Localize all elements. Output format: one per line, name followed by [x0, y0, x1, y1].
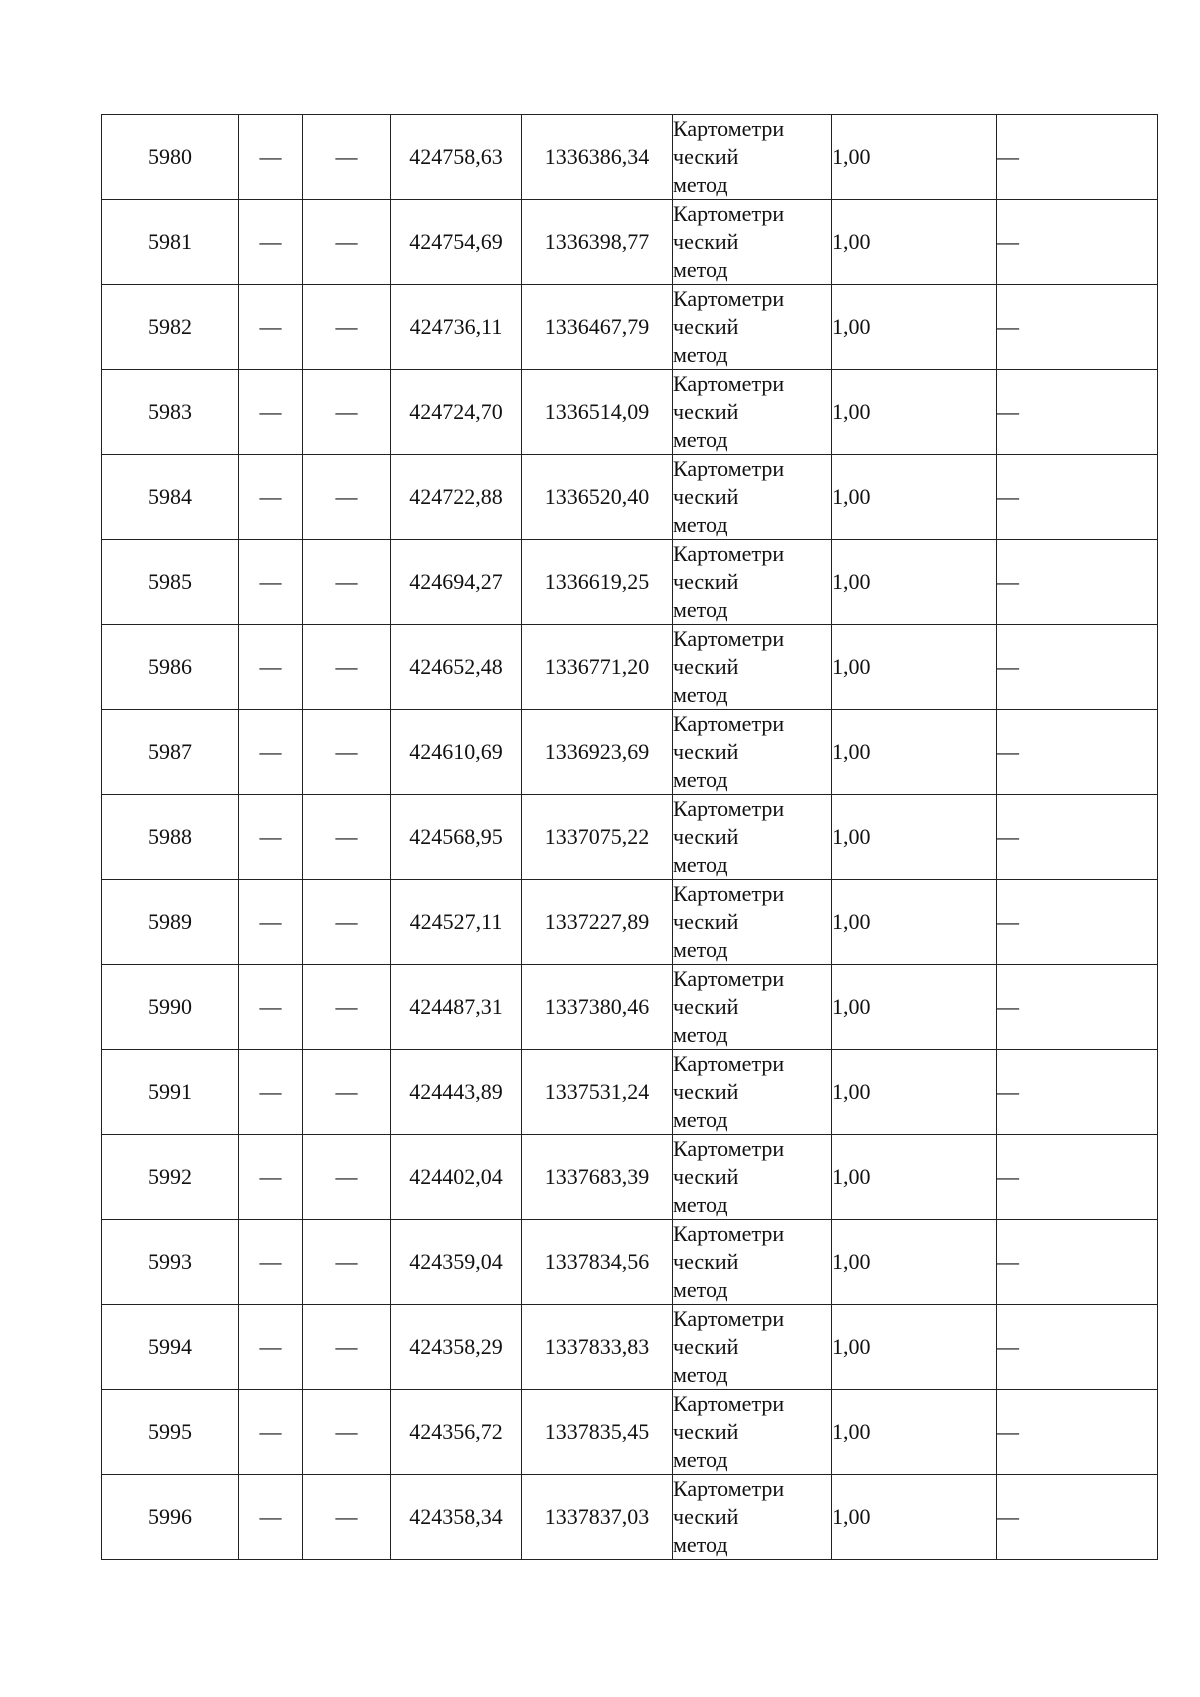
- x-coordinate: 424758,63: [391, 115, 522, 200]
- method-line: метод: [673, 937, 728, 962]
- x-coordinate: 424359,04: [391, 1220, 522, 1305]
- old-x-cell: —: [239, 370, 303, 455]
- old-y-cell: —: [303, 1390, 391, 1475]
- description-cell: —: [997, 965, 1158, 1050]
- precision-cell: 1,00: [832, 1050, 997, 1135]
- method-cell: [673, 880, 832, 965]
- method-cell: [673, 1390, 832, 1475]
- method-line: метод: [673, 1107, 728, 1132]
- old-x-cell: —: [239, 1475, 303, 1560]
- description-cell: —: [997, 1475, 1158, 1560]
- table-row: [102, 115, 1158, 200]
- method-line: ческий: [673, 654, 739, 679]
- old-x-cell: —: [239, 1220, 303, 1305]
- method-line: Картометри: [673, 1476, 785, 1501]
- x-coordinate: 424736,11: [391, 285, 522, 370]
- y-coordinate: 1337075,22: [522, 795, 673, 880]
- y-coordinate: 1337683,39: [522, 1135, 673, 1220]
- method-line: Картометри: [673, 456, 785, 481]
- y-coordinate: 1336923,69: [522, 710, 673, 795]
- old-x-cell: —: [239, 795, 303, 880]
- point-number: 5983: [102, 370, 239, 455]
- old-x-cell: —: [239, 1305, 303, 1390]
- method-line: Картометри: [673, 881, 785, 906]
- method-line: метод: [673, 1192, 728, 1217]
- table-body: [102, 115, 1158, 1560]
- y-coordinate: 1337227,89: [522, 880, 673, 965]
- method-line: Картометри: [673, 796, 785, 821]
- old-x-cell: —: [239, 880, 303, 965]
- method-line: ческий: [673, 484, 739, 509]
- point-number: 5991: [102, 1050, 239, 1135]
- method-line: ческий: [673, 1419, 739, 1444]
- point-number: 5988: [102, 795, 239, 880]
- method-line: метод: [673, 1362, 728, 1387]
- point-number: 5984: [102, 455, 239, 540]
- table-row: [102, 370, 1158, 455]
- x-coordinate: 424527,11: [391, 880, 522, 965]
- method-line: ческий: [673, 739, 739, 764]
- table-row: [102, 1390, 1158, 1475]
- old-x-cell: —: [239, 1050, 303, 1135]
- y-coordinate: 1336619,25: [522, 540, 673, 625]
- precision-cell: 1,00: [832, 200, 997, 285]
- description-cell: —: [997, 370, 1158, 455]
- method-line: метод: [673, 172, 728, 197]
- old-y-cell: —: [303, 1135, 391, 1220]
- precision-cell: 1,00: [832, 1475, 997, 1560]
- old-y-cell: —: [303, 200, 391, 285]
- precision-cell: 1,00: [832, 285, 997, 370]
- table-row: [102, 285, 1158, 370]
- method-line: ческий: [673, 1334, 739, 1359]
- x-coordinate: 424724,70: [391, 370, 522, 455]
- method-line: метод: [673, 682, 728, 707]
- point-number: 5996: [102, 1475, 239, 1560]
- point-number: 5993: [102, 1220, 239, 1305]
- method-line: метод: [673, 1532, 728, 1557]
- y-coordinate: 1336771,20: [522, 625, 673, 710]
- table-row: [102, 625, 1158, 710]
- method-line: Картометри: [673, 286, 785, 311]
- table-row: [102, 200, 1158, 285]
- method-line: Картометри: [673, 966, 785, 991]
- point-number: 5981: [102, 200, 239, 285]
- method-cell: [673, 370, 832, 455]
- x-coordinate: 424694,27: [391, 540, 522, 625]
- old-y-cell: —: [303, 1050, 391, 1135]
- old-y-cell: —: [303, 625, 391, 710]
- method-line: ческий: [673, 1504, 739, 1529]
- method-line: Картометри: [673, 201, 785, 226]
- method-line: Картометри: [673, 1051, 785, 1076]
- method-line: метод: [673, 852, 728, 877]
- x-coordinate: 424652,48: [391, 625, 522, 710]
- old-y-cell: —: [303, 1305, 391, 1390]
- table-row: [102, 540, 1158, 625]
- method-cell: [673, 115, 832, 200]
- x-coordinate: 424358,29: [391, 1305, 522, 1390]
- table-row: [102, 880, 1158, 965]
- table-row: [102, 1220, 1158, 1305]
- method-line: метод: [673, 767, 728, 792]
- method-line: ческий: [673, 1164, 739, 1189]
- description-cell: —: [997, 625, 1158, 710]
- method-line: ческий: [673, 314, 739, 339]
- method-line: Картометри: [673, 116, 785, 141]
- table-row: [102, 1135, 1158, 1220]
- y-coordinate: 1336520,40: [522, 455, 673, 540]
- description-cell: —: [997, 880, 1158, 965]
- coordinates-table: [101, 114, 1158, 1560]
- old-x-cell: —: [239, 115, 303, 200]
- old-y-cell: —: [303, 880, 391, 965]
- x-coordinate: 424568,95: [391, 795, 522, 880]
- method-line: Картометри: [673, 541, 785, 566]
- y-coordinate: 1337380,46: [522, 965, 673, 1050]
- method-cell: [673, 795, 832, 880]
- method-cell: [673, 285, 832, 370]
- old-y-cell: —: [303, 455, 391, 540]
- x-coordinate: 424722,88: [391, 455, 522, 540]
- old-y-cell: —: [303, 540, 391, 625]
- method-cell: [673, 540, 832, 625]
- y-coordinate: 1337833,83: [522, 1305, 673, 1390]
- y-coordinate: 1337834,56: [522, 1220, 673, 1305]
- method-line: метод: [673, 512, 728, 537]
- y-coordinate: 1337837,03: [522, 1475, 673, 1560]
- method-line: метод: [673, 597, 728, 622]
- table-row: [102, 710, 1158, 795]
- description-cell: —: [997, 1220, 1158, 1305]
- old-x-cell: —: [239, 965, 303, 1050]
- method-line: Картометри: [673, 1306, 785, 1331]
- method-line: ческий: [673, 994, 739, 1019]
- point-number: 5986: [102, 625, 239, 710]
- x-coordinate: 424402,04: [391, 1135, 522, 1220]
- x-coordinate: 424356,72: [391, 1390, 522, 1475]
- description-cell: —: [997, 1050, 1158, 1135]
- method-cell: [673, 965, 832, 1050]
- precision-cell: 1,00: [832, 1390, 997, 1475]
- old-y-cell: —: [303, 370, 391, 455]
- old-x-cell: —: [239, 540, 303, 625]
- old-x-cell: —: [239, 1390, 303, 1475]
- table-row: [102, 1475, 1158, 1560]
- method-line: Картометри: [673, 1391, 785, 1416]
- method-line: ческий: [673, 144, 739, 169]
- point-number: 5989: [102, 880, 239, 965]
- method-line: метод: [673, 257, 728, 282]
- old-y-cell: —: [303, 965, 391, 1050]
- description-cell: —: [997, 795, 1158, 880]
- description-cell: —: [997, 1305, 1158, 1390]
- method-line: ческий: [673, 909, 739, 934]
- point-number: 5982: [102, 285, 239, 370]
- x-coordinate: 424610,69: [391, 710, 522, 795]
- x-coordinate: 424443,89: [391, 1050, 522, 1135]
- description-cell: —: [997, 200, 1158, 285]
- point-number: 5990: [102, 965, 239, 1050]
- method-cell: [673, 1305, 832, 1390]
- precision-cell: 1,00: [832, 540, 997, 625]
- description-cell: —: [997, 540, 1158, 625]
- precision-cell: 1,00: [832, 370, 997, 455]
- method-line: Картометри: [673, 1136, 785, 1161]
- point-number: 5987: [102, 710, 239, 795]
- method-line: ческий: [673, 1079, 739, 1104]
- precision-cell: 1,00: [832, 795, 997, 880]
- y-coordinate: 1337531,24: [522, 1050, 673, 1135]
- point-number: 5995: [102, 1390, 239, 1475]
- old-y-cell: —: [303, 1220, 391, 1305]
- precision-cell: 1,00: [832, 1135, 997, 1220]
- point-number: 5992: [102, 1135, 239, 1220]
- x-coordinate: 424358,34: [391, 1475, 522, 1560]
- precision-cell: 1,00: [832, 880, 997, 965]
- old-x-cell: —: [239, 625, 303, 710]
- description-cell: —: [997, 1390, 1158, 1475]
- method-cell: [673, 625, 832, 710]
- table-row: [102, 1050, 1158, 1135]
- precision-cell: 1,00: [832, 1220, 997, 1305]
- old-x-cell: —: [239, 285, 303, 370]
- old-y-cell: —: [303, 1475, 391, 1560]
- table-row: [102, 455, 1158, 540]
- method-cell: [673, 1135, 832, 1220]
- method-line: метод: [673, 342, 728, 367]
- table-row: [102, 1305, 1158, 1390]
- y-coordinate: 1336514,09: [522, 370, 673, 455]
- precision-cell: 1,00: [832, 115, 997, 200]
- method-cell: [673, 455, 832, 540]
- method-line: ческий: [673, 824, 739, 849]
- precision-cell: 1,00: [832, 625, 997, 710]
- method-cell: [673, 1050, 832, 1135]
- description-cell: —: [997, 285, 1158, 370]
- table-row: [102, 965, 1158, 1050]
- method-line: ческий: [673, 1249, 739, 1274]
- method-line: ческий: [673, 399, 739, 424]
- method-cell: [673, 200, 832, 285]
- old-x-cell: —: [239, 710, 303, 795]
- y-coordinate: 1336398,77: [522, 200, 673, 285]
- table-row: [102, 795, 1158, 880]
- point-number: 5980: [102, 115, 239, 200]
- precision-cell: 1,00: [832, 710, 997, 795]
- method-line: ческий: [673, 569, 739, 594]
- x-coordinate: 424487,31: [391, 965, 522, 1050]
- method-line: Картометри: [673, 371, 785, 396]
- method-line: Картометри: [673, 1221, 785, 1246]
- precision-cell: 1,00: [832, 455, 997, 540]
- point-number: 5994: [102, 1305, 239, 1390]
- old-x-cell: —: [239, 455, 303, 540]
- old-y-cell: —: [303, 285, 391, 370]
- y-coordinate: 1337835,45: [522, 1390, 673, 1475]
- method-line: метод: [673, 1447, 728, 1472]
- precision-cell: 1,00: [832, 1305, 997, 1390]
- old-x-cell: —: [239, 1135, 303, 1220]
- description-cell: —: [997, 115, 1158, 200]
- point-number: 5985: [102, 540, 239, 625]
- method-line: Картометри: [673, 711, 785, 736]
- method-cell: [673, 710, 832, 795]
- method-cell: [673, 1475, 832, 1560]
- description-cell: —: [997, 1135, 1158, 1220]
- method-line: метод: [673, 1022, 728, 1047]
- precision-cell: 1,00: [832, 965, 997, 1050]
- y-coordinate: 1336386,34: [522, 115, 673, 200]
- old-y-cell: —: [303, 115, 391, 200]
- method-line: ческий: [673, 229, 739, 254]
- y-coordinate: 1336467,79: [522, 285, 673, 370]
- method-line: метод: [673, 1277, 728, 1302]
- old-y-cell: —: [303, 795, 391, 880]
- old-x-cell: —: [239, 200, 303, 285]
- method-line: Картометри: [673, 626, 785, 651]
- description-cell: —: [997, 710, 1158, 795]
- old-y-cell: —: [303, 710, 391, 795]
- method-cell: [673, 1220, 832, 1305]
- description-cell: —: [997, 455, 1158, 540]
- x-coordinate: 424754,69: [391, 200, 522, 285]
- method-line: метод: [673, 427, 728, 452]
